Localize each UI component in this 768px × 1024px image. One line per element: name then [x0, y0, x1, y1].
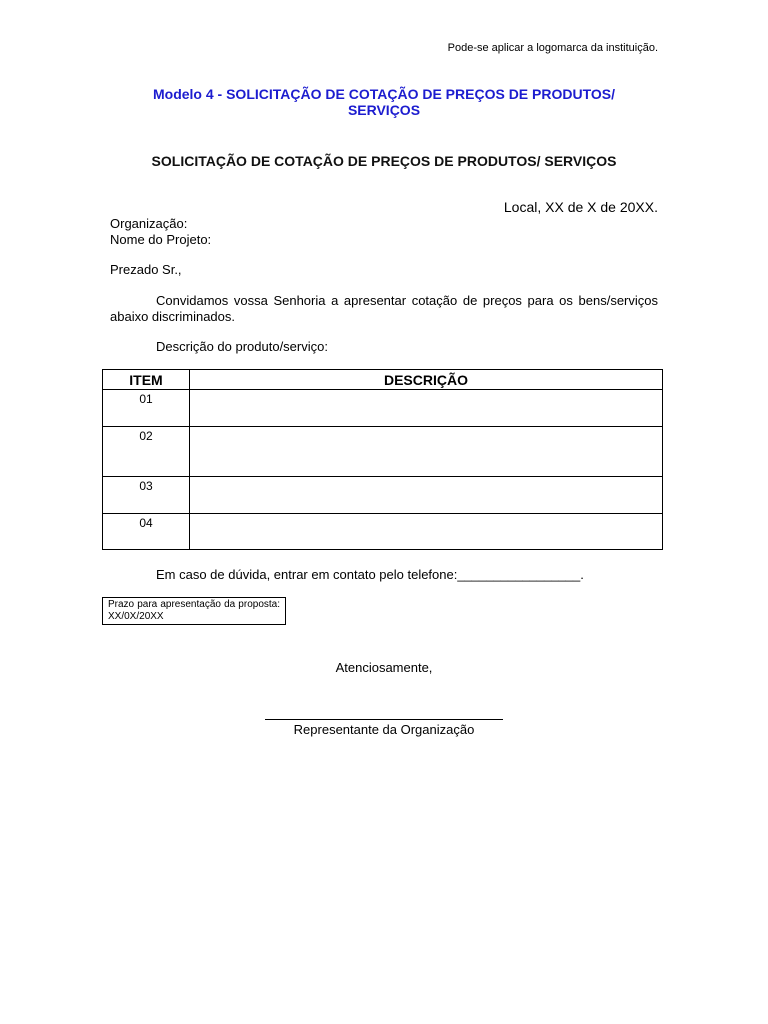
table-row	[103, 427, 663, 477]
signature-line	[265, 719, 503, 720]
document-title-line-2: SERVIÇOS	[347, 102, 421, 118]
closing-text: Atenciosamente,	[335, 660, 433, 675]
table-row	[103, 477, 663, 514]
description-column-header: DESCRIÇÃO	[190, 370, 663, 390]
description-label: Descrição do produto/serviço:	[156, 339, 328, 354]
deadline-box: Prazo para apresentação da proposta: XX/0X/20XX	[102, 597, 286, 625]
document-title-line-1: Modelo 4 - SOLICITAÇÃO DE COTAÇÃO DE PREÇOS DE PRODUTOS/	[152, 86, 616, 102]
place-date: Local, XX de X de 20XX.	[503, 199, 658, 215]
invitation-paragraph: Convidamos vossa Senhoria a apresentar cotação de preços para os bens/serviços abaixo discriminados.	[110, 293, 658, 324]
item-number: 02	[103, 427, 190, 477]
table-row	[103, 390, 663, 427]
item-description	[190, 427, 663, 477]
project-name-field: Nome do Projeto:	[110, 232, 212, 247]
item-description	[190, 390, 663, 427]
salutation: Prezado Sr.,	[110, 262, 182, 277]
item-number: 01	[103, 390, 190, 427]
document-title	[110, 86, 658, 118]
contact-line: Em caso de dúvida, entrar em contato pelo telefone:_________________.	[156, 567, 584, 582]
item-description	[190, 514, 663, 550]
signature-label: Representante da Organização	[293, 722, 475, 737]
item-description	[190, 477, 663, 514]
item-column-header: ITEM	[103, 370, 190, 390]
table-row	[103, 514, 663, 550]
table-header-row	[103, 370, 663, 390]
item-number: 03	[103, 477, 190, 514]
item-number: 04	[103, 514, 190, 550]
document-subtitle: SOLICITAÇÃO DE COTAÇÃO DE PREÇOS DE PRODUTOS/ SERVIÇOS	[151, 153, 617, 169]
items-table	[102, 369, 663, 550]
organization-field: Organização:	[110, 216, 188, 231]
logo-placeholder-note: Pode-se aplicar a logomarca da instituição.	[447, 42, 658, 54]
